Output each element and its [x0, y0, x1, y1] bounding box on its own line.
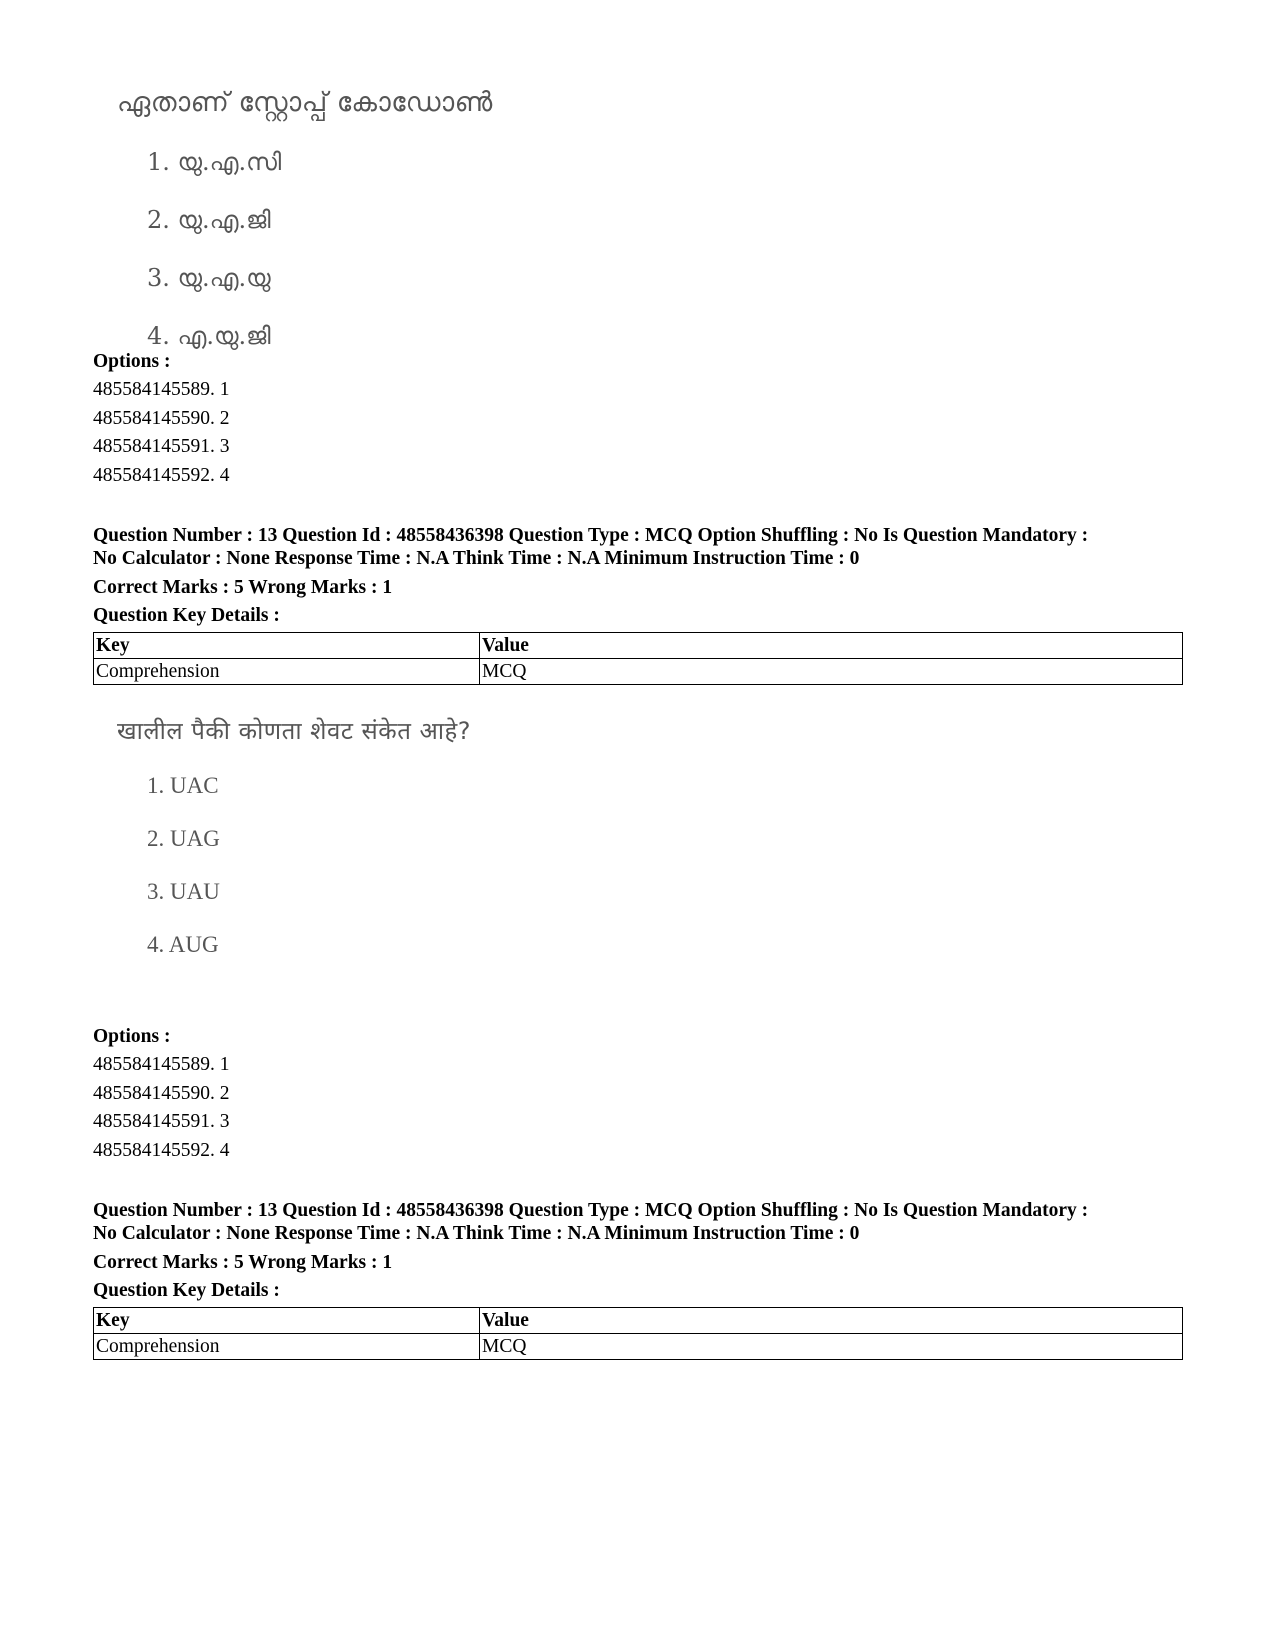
table-cell: MCQ: [480, 1334, 1183, 1360]
question-stem: खालील पैकी कोणता शेवट संकेत आहे?: [117, 717, 472, 745]
question-option: 3. യു.എ.യു: [147, 264, 271, 292]
table-header-cell: Value: [480, 633, 1183, 659]
question-option: 4. എ.യു.ജി: [147, 322, 271, 350]
options-label: Options :: [93, 351, 171, 372]
table-row: [94, 659, 1183, 685]
question-option: 2. യു.എ.ജി: [147, 206, 271, 234]
option-item: 485584145591. 3: [93, 436, 230, 457]
marks-line: Correct Marks : 5 Wrong Marks : 1: [93, 577, 393, 598]
table-cell: Comprehension: [94, 1334, 480, 1360]
option-item: 485584145590. 2: [93, 1082, 230, 1104]
table-row: [94, 1334, 1183, 1360]
metadata-line: No Calculator : None Response Time : N.A Think Time : N.A Minimum Instruction Time : 0: [93, 1223, 860, 1244]
option-item: 485584145592. 4: [93, 464, 230, 486]
options-list: [93, 1023, 1183, 1165]
question-image-malayalam: [117, 78, 1183, 348]
table-header-row: [94, 1308, 1183, 1334]
document-page: [93, 0, 1183, 1360]
table-cell: MCQ: [480, 659, 1183, 685]
question-option: 1. UAC: [147, 773, 219, 798]
metadata-line: Question Number : 13 Question Id : 48558436398 Question Type : MCQ Option Shuffling : No Is Question Mandatory :: [93, 525, 1089, 546]
option-item: 485584145589. 1: [93, 1054, 230, 1075]
question-option: 1. യു.എ.സി: [147, 148, 282, 176]
question-option: 4. AUG: [147, 932, 219, 957]
option-item: 485584145589. 1: [93, 379, 230, 400]
key-details-table: [93, 632, 1183, 685]
key-details-label: Question Key Details :: [93, 1280, 280, 1301]
metadata-line: Question Number : 13 Question Id : 48558436398 Question Type : MCQ Option Shuffling : No Is Question Mandatory :: [93, 1200, 1089, 1221]
question-option: 3. UAU: [147, 879, 220, 904]
table-cell: Comprehension: [94, 659, 480, 685]
option-item: 485584145591. 3: [93, 1111, 230, 1132]
table-header-cell: Value: [480, 1308, 1183, 1334]
table-header-row: [94, 633, 1183, 659]
question-metadata: [93, 1199, 1183, 1245]
option-item: 485584145592. 4: [93, 1139, 230, 1161]
table-header-cell: Key: [94, 633, 480, 659]
question-stem: ഏതാണ് സ്റ്റോപ്പ് കോഡോൺ: [117, 87, 493, 118]
question-image-marathi: [117, 707, 1183, 1023]
question-metadata: [93, 524, 1183, 570]
key-details-table: [93, 1307, 1183, 1360]
table-header-cell: Key: [94, 1308, 480, 1334]
options-list: [93, 348, 1183, 490]
metadata-line: No Calculator : None Response Time : N.A Think Time : N.A Minimum Instruction Time : 0: [93, 548, 860, 569]
key-details-label: Question Key Details :: [93, 605, 280, 626]
option-item: 485584145590. 2: [93, 407, 230, 429]
marks-line: Correct Marks : 5 Wrong Marks : 1: [93, 1252, 393, 1273]
question-option: 2. UAG: [147, 826, 220, 851]
options-label: Options :: [93, 1026, 171, 1047]
